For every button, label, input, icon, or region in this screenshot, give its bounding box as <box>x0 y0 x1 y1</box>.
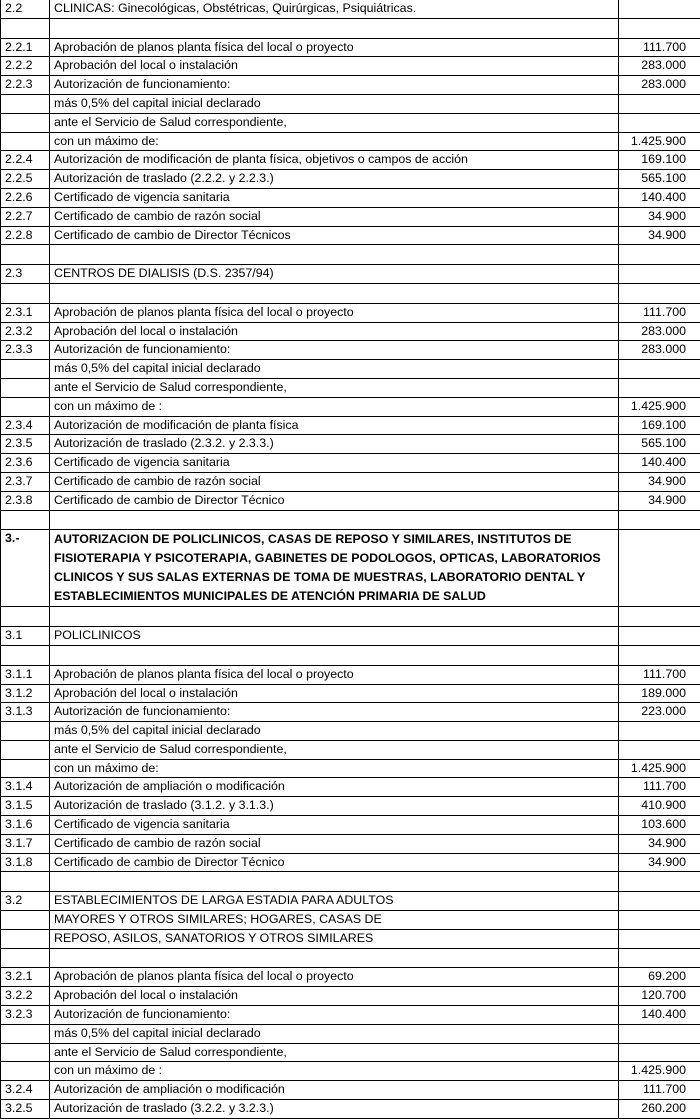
item-code: 3.2.2 <box>1 987 50 1006</box>
item-fee: 565.100 <box>619 170 700 189</box>
item-fee: 34.900 <box>619 207 700 226</box>
item-fee: 1.425.900 <box>619 132 700 151</box>
item-description: Certificado de vigencia sanitaria <box>50 454 619 473</box>
item-code: 2.3.1 <box>1 303 50 322</box>
fee-row <box>1 797 700 816</box>
item-description: Certificado de cambio de razón social <box>50 472 619 491</box>
item-fee: 283.000 <box>619 57 700 76</box>
fee-row <box>1 170 700 189</box>
item-description: MAYORES Y OTROS SIMILARES; HOGARES, CASAS DE <box>50 911 619 930</box>
item-description: Aprobación de planos planta física del local o proyecto <box>50 303 619 322</box>
fee-row <box>1 94 700 113</box>
item-description: Autorización de modificación de planta física <box>50 416 619 435</box>
item-code <box>1 360 50 379</box>
item-code: 3.1.2 <box>1 684 50 703</box>
item-code <box>1 759 50 778</box>
item-code: 2.2.7 <box>1 207 50 226</box>
item-code: 2.3.5 <box>1 435 50 454</box>
empty-cell <box>50 645 619 665</box>
item-fee: 111.700 <box>619 1081 700 1100</box>
item-description: Aprobación del local o instalación <box>50 57 619 76</box>
item-description: Certificado de vigencia sanitaria <box>50 816 619 835</box>
item-fee: 169.100 <box>619 151 700 170</box>
item-code: 3.1.5 <box>1 797 50 816</box>
fee-row <box>1 303 700 322</box>
fee-row <box>1 740 700 759</box>
empty-cell <box>619 872 700 892</box>
item-fee: 1.425.900 <box>619 759 700 778</box>
item-fee <box>619 929 700 948</box>
fee-row <box>1 0 700 18</box>
fee-row <box>1 1006 700 1025</box>
fee-row <box>1 397 700 416</box>
item-fee: 283.000 <box>619 76 700 95</box>
item-description: ante el Servicio de Salud correspondiente, <box>50 740 619 759</box>
item-fee: 69.200 <box>619 968 700 987</box>
empty-cell <box>1 510 50 530</box>
empty-cell <box>50 510 619 530</box>
item-fee <box>619 360 700 379</box>
item-description: Aprobación del local o instalación <box>50 987 619 1006</box>
empty-cell <box>1 245 50 265</box>
item-code: 3.2 <box>1 892 50 911</box>
item-code: 3.1.1 <box>1 665 50 684</box>
blank-row <box>1 607 700 627</box>
item-fee: 223.000 <box>619 703 700 722</box>
item-code <box>1 740 50 759</box>
fee-row <box>1 472 700 491</box>
item-description: con un máximo de : <box>50 1062 619 1081</box>
blank-row <box>1 645 700 665</box>
item-code: 3.1.7 <box>1 834 50 853</box>
fee-row <box>1 987 700 1006</box>
empty-cell <box>619 18 700 38</box>
fee-row <box>1 435 700 454</box>
item-code: 2.3.4 <box>1 416 50 435</box>
fee-row <box>1 703 700 722</box>
fee-row <box>1 722 700 741</box>
item-description: Autorización de funcionamiento: <box>50 341 619 360</box>
item-code: 2.2.4 <box>1 151 50 170</box>
item-description: con un máximo de: <box>50 132 619 151</box>
empty-cell <box>1 607 50 627</box>
empty-cell <box>50 245 619 265</box>
item-fee: 34.900 <box>619 834 700 853</box>
fee-row <box>1 665 700 684</box>
item-code <box>1 132 50 151</box>
empty-cell <box>1 645 50 665</box>
item-code <box>1 94 50 113</box>
item-description: CENTROS DE DIALISIS (D.S. 2357/94) <box>50 265 619 284</box>
item-description: POLICLINICOS <box>50 627 619 646</box>
empty-cell <box>619 245 700 265</box>
item-description: Autorización de traslado (2.3.2. y 2.3.3.) <box>50 435 619 454</box>
item-description: Autorización de modificación de planta física, objetivos o campos de acción <box>50 151 619 170</box>
item-code <box>1 1043 50 1062</box>
item-description: Autorización de ampliación o modificación <box>50 778 619 797</box>
item-description: Autorización de traslado (2.2.2. y 2.2.3.) <box>50 170 619 189</box>
item-fee <box>619 0 700 18</box>
item-fee <box>619 627 700 646</box>
fee-row <box>1 834 700 853</box>
item-code <box>1 929 50 948</box>
empty-cell <box>619 283 700 303</box>
item-fee <box>619 1024 700 1043</box>
fee-row <box>1 188 700 207</box>
fee-row <box>1 38 700 57</box>
empty-cell <box>619 948 700 968</box>
item-code: 3.2.3 <box>1 1006 50 1025</box>
item-description: Autorización de funcionamiento: <box>50 703 619 722</box>
item-description: Certificado de cambio de Director Técnicos <box>50 226 619 245</box>
fee-row <box>1 1024 700 1043</box>
item-code <box>1 722 50 741</box>
empty-cell <box>50 948 619 968</box>
item-code: 2.2.1 <box>1 38 50 57</box>
item-code: 3.1.3 <box>1 703 50 722</box>
item-fee: 34.900 <box>619 472 700 491</box>
empty-cell <box>1 283 50 303</box>
item-fee <box>619 94 700 113</box>
empty-cell <box>50 607 619 627</box>
fee-row <box>1 929 700 948</box>
fee-row <box>1 1081 700 1100</box>
item-description: más 0,5% del capital inicial declarado <box>50 1024 619 1043</box>
item-description: Certificado de cambio de razón social <box>50 834 619 853</box>
empty-cell <box>1 18 50 38</box>
fee-row <box>1 816 700 835</box>
fee-table-body <box>1 0 700 1118</box>
item-fee: 34.900 <box>619 491 700 510</box>
item-code: 2.3 <box>1 265 50 284</box>
fee-row <box>1 892 700 911</box>
item-code: 2.2.8 <box>1 226 50 245</box>
item-description: Autorización de traslado (3.2.2. y 3.2.3.) <box>50 1100 619 1119</box>
item-fee: 103.600 <box>619 816 700 835</box>
fee-row <box>1 759 700 778</box>
fee-row <box>1 454 700 473</box>
item-description: ante el Servicio de Salud correspondiente, <box>50 113 619 132</box>
fee-row <box>1 778 700 797</box>
fee-row <box>1 491 700 510</box>
item-fee <box>619 1043 700 1062</box>
item-description: AUTORIZACION DE POLICLINICOS, CASAS DE REPOSO Y SIMILARES, INSTITUTOS DE FISIOTERAPIA Y PSICOTERAPIA, GABINETES DE PODOLOGOS, OPTICAS, LABORATORIOS CLINICOS Y SUS SALAS EXTERNAS DE TOMA DE MUESTRAS, LABORATORIO DENTAL Y ESTABLECIMIENTOS MUNICIPALES DE ATENCIÓN PRIMARIA DE SALUD <box>50 530 619 607</box>
item-description: REPOSO, ASILOS, SANATORIOS Y OTROS SIMILARES <box>50 929 619 948</box>
item-fee: 111.700 <box>619 778 700 797</box>
item-description: más 0,5% del capital inicial declarado <box>50 94 619 113</box>
fee-row <box>1 226 700 245</box>
item-fee: 1.425.900 <box>619 397 700 416</box>
item-description: ESTABLECIMIENTOS DE LARGA ESTADIA PARA ADULTOS <box>50 892 619 911</box>
item-code: 3.1.8 <box>1 853 50 872</box>
fee-row <box>1 1100 700 1119</box>
item-fee: 189.000 <box>619 684 700 703</box>
item-code <box>1 397 50 416</box>
item-code: 3.1 <box>1 627 50 646</box>
item-fee <box>619 530 700 607</box>
empty-cell <box>1 948 50 968</box>
item-code: 3.2.1 <box>1 968 50 987</box>
item-code <box>1 1024 50 1043</box>
item-code: 2.3.3 <box>1 341 50 360</box>
item-fee: 111.700 <box>619 38 700 57</box>
empty-cell <box>619 510 700 530</box>
fee-row <box>1 853 700 872</box>
item-fee <box>619 892 700 911</box>
fee-row <box>1 265 700 284</box>
item-description: Certificado de cambio de Director Técnico <box>50 491 619 510</box>
fee-row <box>1 360 700 379</box>
item-code <box>1 378 50 397</box>
item-fee: 111.700 <box>619 665 700 684</box>
fee-row <box>1 911 700 930</box>
item-code: 3.2.5 <box>1 1100 50 1119</box>
fee-row <box>1 627 700 646</box>
item-description: Aprobación de planos planta física del local o proyecto <box>50 38 619 57</box>
item-code: 2.3.8 <box>1 491 50 510</box>
item-description: Certificado de cambio de razón social <box>50 207 619 226</box>
fee-row <box>1 76 700 95</box>
blank-row <box>1 510 700 530</box>
blank-row <box>1 18 700 38</box>
item-description: Aprobación de planos planta física del local o proyecto <box>50 665 619 684</box>
item-code: 2.2 <box>1 0 50 18</box>
item-code: 3.1.6 <box>1 816 50 835</box>
empty-cell <box>50 283 619 303</box>
item-fee: 34.900 <box>619 853 700 872</box>
empty-cell <box>619 607 700 627</box>
fee-row <box>1 341 700 360</box>
fee-row <box>1 151 700 170</box>
item-fee <box>619 911 700 930</box>
section-heading-row <box>1 530 700 607</box>
item-fee: 140.400 <box>619 188 700 207</box>
item-fee <box>619 722 700 741</box>
fee-row <box>1 1062 700 1081</box>
item-description: Autorización de funcionamiento: <box>50 76 619 95</box>
item-description: más 0,5% del capital inicial declarado <box>50 722 619 741</box>
fee-row <box>1 684 700 703</box>
item-fee: 169.100 <box>619 416 700 435</box>
item-fee: 410.900 <box>619 797 700 816</box>
item-code <box>1 113 50 132</box>
item-code: 3.2.4 <box>1 1081 50 1100</box>
item-code: 2.2.2 <box>1 57 50 76</box>
item-code: 2.2.5 <box>1 170 50 189</box>
empty-cell <box>1 872 50 892</box>
fee-row <box>1 378 700 397</box>
fee-row <box>1 322 700 341</box>
item-code <box>1 911 50 930</box>
item-description: Certificado de vigencia sanitaria <box>50 188 619 207</box>
blank-row <box>1 948 700 968</box>
item-code: 2.3.2 <box>1 322 50 341</box>
item-description: Aprobación del local o instalación <box>50 684 619 703</box>
item-fee: 120.700 <box>619 987 700 1006</box>
fee-row <box>1 416 700 435</box>
item-fee <box>619 740 700 759</box>
item-fee <box>619 113 700 132</box>
item-description: con un máximo de : <box>50 397 619 416</box>
item-fee: 1.425.900 <box>619 1062 700 1081</box>
blank-row <box>1 872 700 892</box>
fee-row <box>1 207 700 226</box>
item-code: 2.2.3 <box>1 76 50 95</box>
item-fee: 34.900 <box>619 226 700 245</box>
item-description: Aprobación de planos planta física del local o proyecto <box>50 968 619 987</box>
item-description: ante el Servicio de Salud correspondiente, <box>50 378 619 397</box>
item-description: más 0,5% del capital inicial declarado <box>50 360 619 379</box>
empty-cell <box>50 872 619 892</box>
item-code: 3.- <box>1 530 50 607</box>
item-fee: 140.400 <box>619 454 700 473</box>
fee-row <box>1 132 700 151</box>
item-code <box>1 1062 50 1081</box>
item-code: 3.1.4 <box>1 778 50 797</box>
fee-row <box>1 968 700 987</box>
empty-cell <box>50 18 619 38</box>
item-description: Autorización de funcionamiento: <box>50 1006 619 1025</box>
item-description: con un máximo de: <box>50 759 619 778</box>
blank-row <box>1 245 700 265</box>
item-fee: 283.000 <box>619 341 700 360</box>
item-fee: 565.100 <box>619 435 700 454</box>
item-description: Autorización de ampliación o modificación <box>50 1081 619 1100</box>
item-fee <box>619 265 700 284</box>
item-fee: 111.700 <box>619 303 700 322</box>
item-fee: 283.000 <box>619 322 700 341</box>
fee-row <box>1 1043 700 1062</box>
item-fee: 260.200 <box>619 1100 700 1119</box>
item-description: Aprobación del local o instalación <box>50 322 619 341</box>
item-fee: 140.400 <box>619 1006 700 1025</box>
blank-row <box>1 283 700 303</box>
item-description: ante el Servicio de Salud correspondiente, <box>50 1043 619 1062</box>
item-code: 2.3.7 <box>1 472 50 491</box>
item-description: Autorización de traslado (3.1.2. y 3.1.3.) <box>50 797 619 816</box>
item-code: 2.3.6 <box>1 454 50 473</box>
fee-row <box>1 113 700 132</box>
empty-cell <box>619 645 700 665</box>
fee-row <box>1 57 700 76</box>
item-fee <box>619 378 700 397</box>
item-code: 2.2.6 <box>1 188 50 207</box>
item-description: Certificado de cambio de Director Técnico <box>50 853 619 872</box>
item-description: CLINICAS: Ginecológicas, Obstétricas, Quirúrgicas, Psiquiátricas. <box>50 0 619 18</box>
